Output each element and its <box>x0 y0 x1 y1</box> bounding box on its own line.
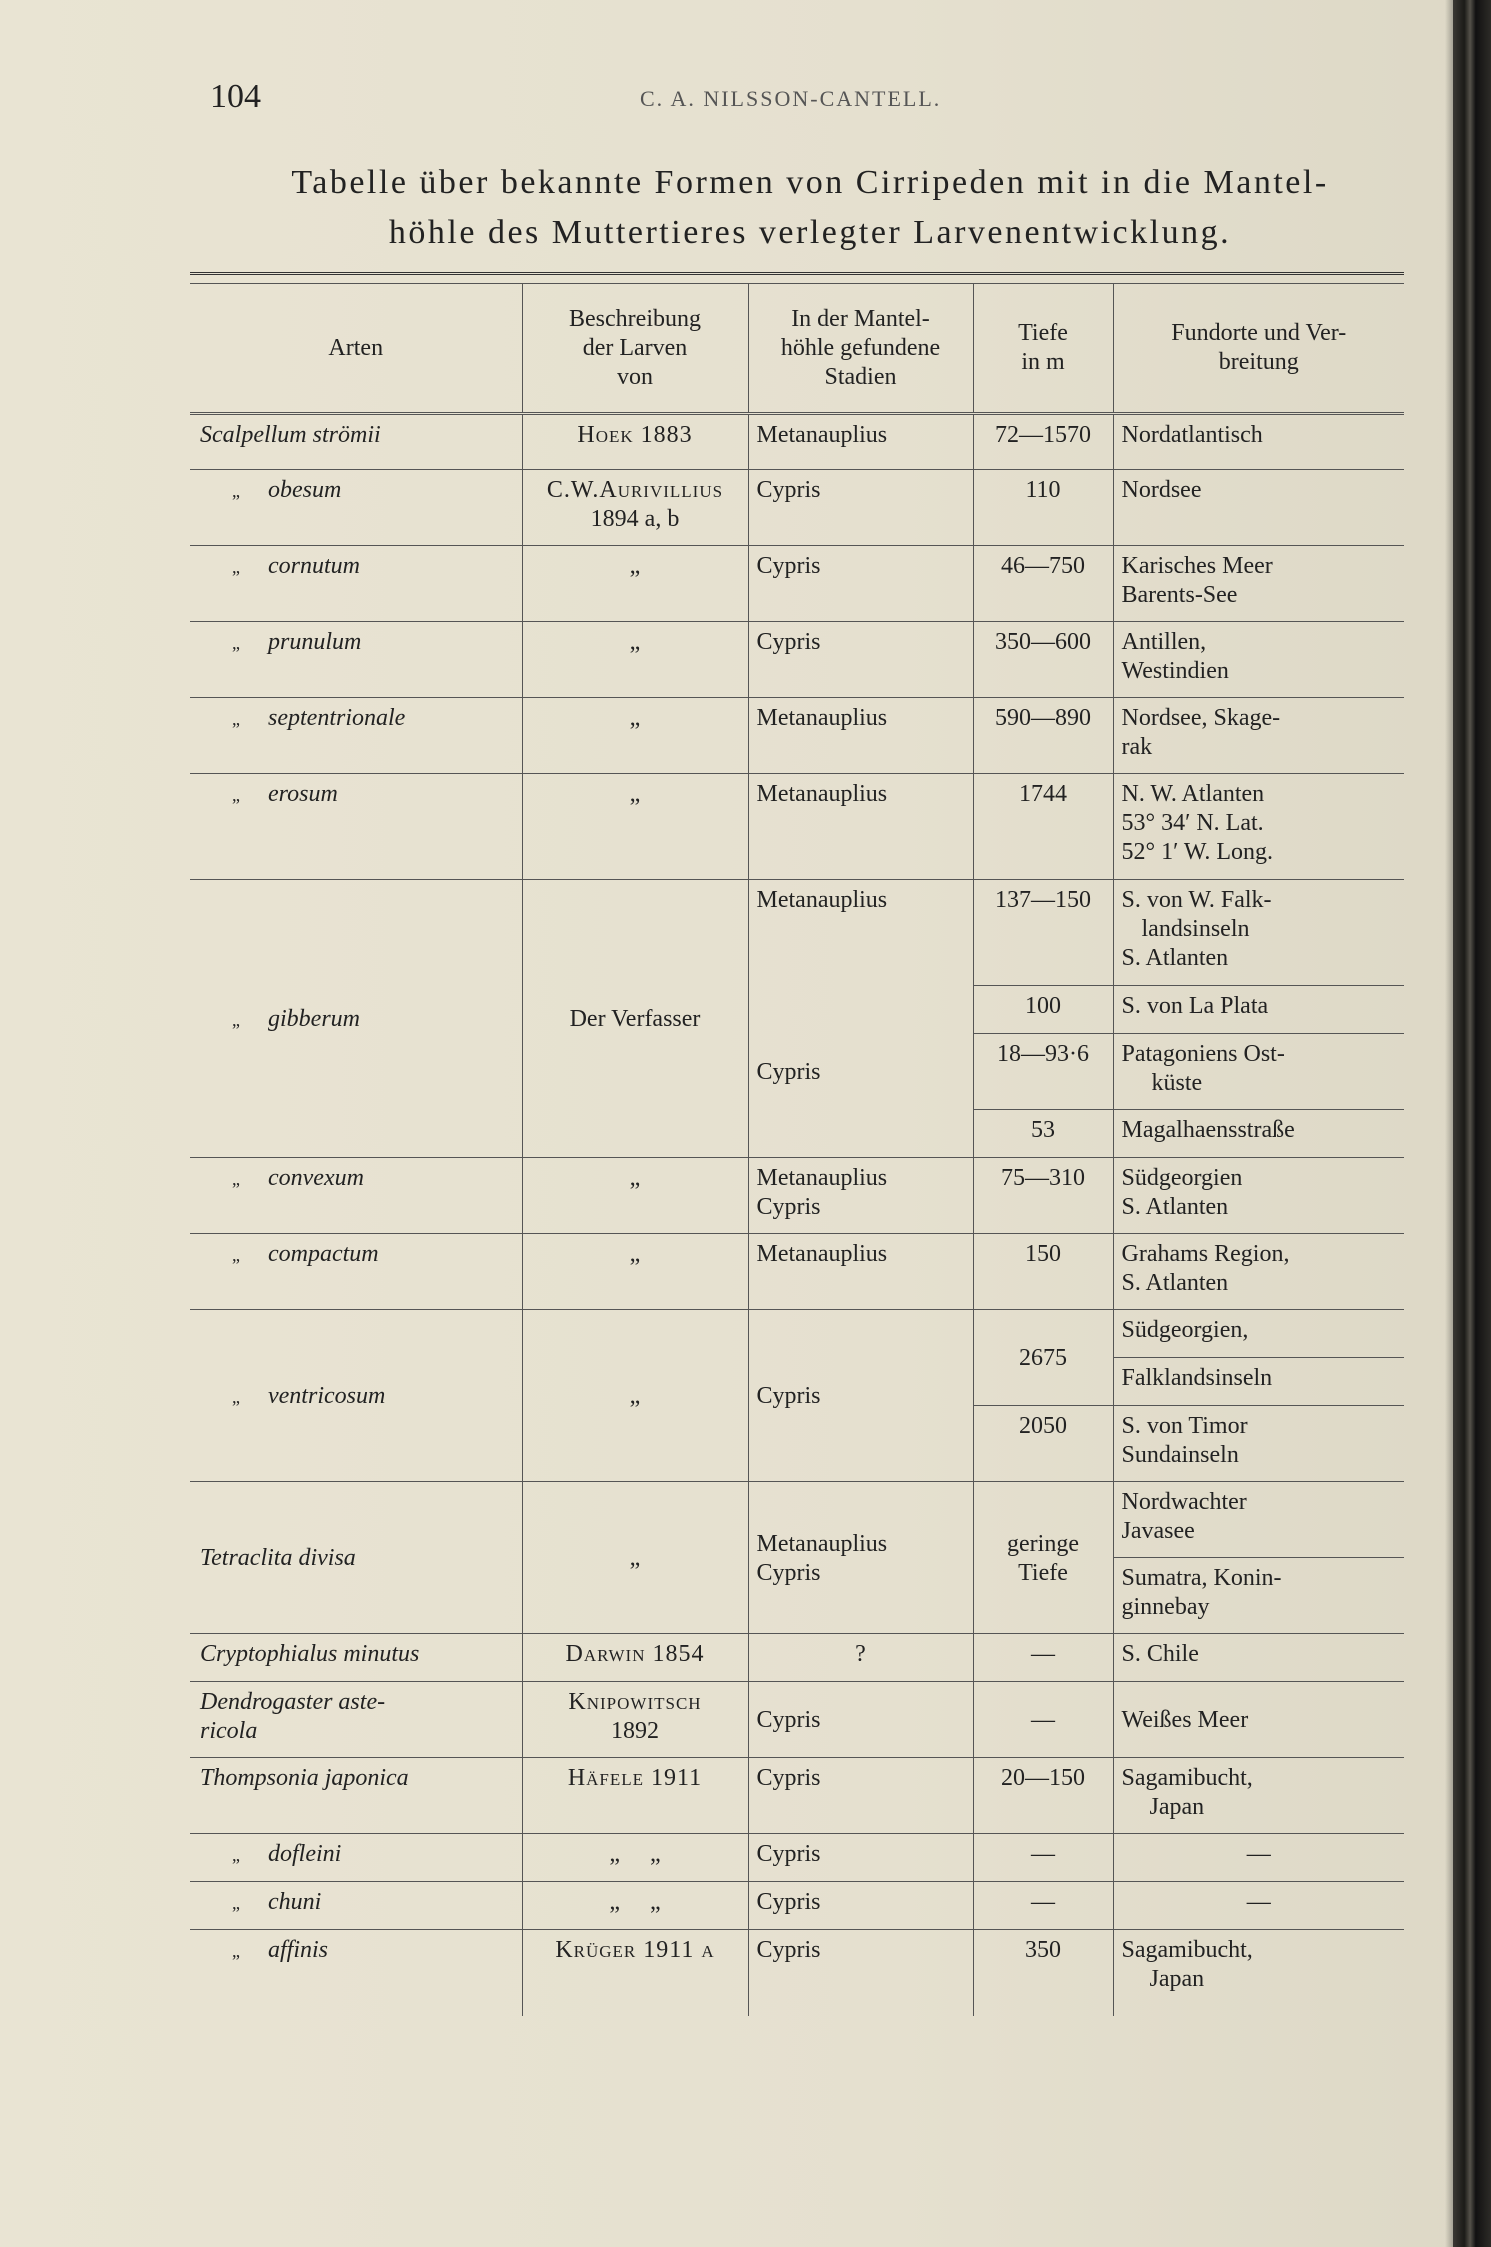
depth-cell: 2050 <box>973 1406 1113 1482</box>
stage-cell: Metanauplius <box>748 414 973 470</box>
depth-cell: — <box>973 1882 1113 1930</box>
locality-cell: Falklandsinseln <box>1113 1358 1404 1406</box>
table-row <box>190 1634 1404 1682</box>
stage-cell: Metanauplius <box>748 1234 973 1310</box>
locality-cell: — <box>1113 1882 1404 1930</box>
depth-cell: 2675 <box>973 1310 1113 1406</box>
stage-cell: ? <box>748 1634 973 1682</box>
depth-cell: 18—93·6 <box>973 1034 1113 1110</box>
ditto-mark: „ <box>232 481 240 501</box>
author-cell: Knipowitsch 1892 <box>522 1682 748 1758</box>
stage-cell: Cypris <box>748 622 973 698</box>
locality-cell: — <box>1113 1834 1404 1882</box>
stage-cell: Cypris <box>748 546 973 622</box>
locality-cell: Nordsee <box>1113 470 1404 546</box>
table-row <box>190 1310 1404 1358</box>
locality-cell: S. von Timor Sundainseln <box>1113 1406 1404 1482</box>
species-cell: „ erosum <box>190 774 522 880</box>
ditto-mark: „ <box>232 1893 240 1913</box>
table-row <box>190 1682 1404 1758</box>
header-depth: Tiefe in m <box>973 284 1113 414</box>
author-cell: „ <box>522 1234 748 1310</box>
table-row <box>190 1234 1404 1310</box>
table-row <box>190 1158 1404 1234</box>
locality-cell: S. von La Plata <box>1113 986 1404 1034</box>
species-cell: Dendrogaster aste- ricola <box>190 1682 522 1758</box>
locality-cell: Antillen, Westindien <box>1113 622 1404 698</box>
stage-cell: Metanauplius <box>748 698 973 774</box>
author-cell: „ „ <box>522 1834 748 1882</box>
species-cell: „ septentrionale <box>190 698 522 774</box>
depth-cell: 100 <box>973 986 1113 1034</box>
depth-cell: — <box>973 1634 1113 1682</box>
header-description: Beschreibung der Larven von <box>522 284 748 414</box>
author-cell: „ „ <box>522 1882 748 1930</box>
locality-cell: S. von W. Falk- landsinseln S. Atlanten <box>1113 880 1404 986</box>
stage-cell: Metanauplius Cypris <box>748 1482 973 1634</box>
table-row <box>190 1482 1404 1558</box>
depth-cell: — <box>973 1682 1113 1758</box>
locality-cell: Nordwachter Javasee <box>1113 1482 1404 1558</box>
header-species: Arten <box>190 284 522 414</box>
depth-cell: 20—150 <box>973 1758 1113 1834</box>
author-cell: „ <box>522 1482 748 1634</box>
locality-cell: Karisches Meer Barents-See <box>1113 546 1404 622</box>
ditto-mark: „ <box>232 1845 240 1865</box>
locality-cell: Magalhaensstraße <box>1113 1110 1404 1158</box>
depth-cell: 150 <box>973 1234 1113 1310</box>
author-cell: „ <box>522 774 748 880</box>
author-cell: Krüger 1911 a <box>522 1930 748 2016</box>
ditto-mark: „ <box>232 1169 240 1189</box>
stage-cell: Cypris <box>748 1930 973 2016</box>
stage-cell: Cypris <box>748 1882 973 1930</box>
species-cell: „ ventricosum <box>190 1310 522 1482</box>
gutter-shadow <box>1445 0 1453 2247</box>
depth-cell: 350 <box>973 1930 1113 2016</box>
species-cell: „ chuni <box>190 1882 522 1930</box>
depth-cell: 46—750 <box>973 546 1113 622</box>
species-cell: „ convexum <box>190 1158 522 1234</box>
depth-cell: 110 <box>973 470 1113 546</box>
depth-cell: 1744 <box>973 774 1113 880</box>
locality-cell: Sagamibucht, Japan <box>1113 1758 1404 1834</box>
species-cell: „ affinis <box>190 1930 522 2016</box>
author-cell: „ <box>522 546 748 622</box>
stage-cell: Cypris <box>748 1682 973 1758</box>
table-row <box>190 546 1404 622</box>
depth-cell: — <box>973 1834 1113 1882</box>
species-cell: „ gibberum <box>190 880 522 1158</box>
locality-cell: Sumatra, Konin- ginnebay <box>1113 1558 1404 1634</box>
locality-cell: S. Chile <box>1113 1634 1404 1682</box>
ditto-mark: „ <box>232 785 240 805</box>
species-cell: Thompsonia japonica <box>190 1758 522 1834</box>
depth-cell: 75—310 <box>973 1158 1113 1234</box>
depth-cell: 137—150 <box>973 880 1113 986</box>
locality-cell: Südgeorgien S. Atlanten <box>1113 1158 1404 1234</box>
stage-cell: Metanauplius <box>748 880 973 986</box>
table-row <box>190 698 1404 774</box>
book-spine <box>1453 0 1491 2247</box>
ditto-mark: „ <box>232 557 240 577</box>
depth-cell: 53 <box>973 1110 1113 1158</box>
author-cell: Hoek 1883 <box>522 414 748 470</box>
table-row <box>190 1882 1404 1930</box>
running-head <box>210 78 1390 118</box>
species-cell: Tetraclita divisa <box>190 1482 522 1634</box>
species-cell: Cryptophialus minutus <box>190 1634 522 1682</box>
stage-cell: Cypris <box>748 470 973 546</box>
header-stages: In der Mantel- höhle gefundene Stadien <box>748 284 973 414</box>
author-cell: „ <box>522 622 748 698</box>
stage-cell: Cypris <box>748 986 973 1158</box>
stage-cell: Metanauplius Cypris <box>748 1158 973 1234</box>
depth-cell: 590—890 <box>973 698 1113 774</box>
ditto-mark: „ <box>232 1386 240 1407</box>
locality-cell: Grahams Region, S. Atlanten <box>1113 1234 1404 1310</box>
species-cell: Scalpellum strömii <box>190 414 522 470</box>
table-title <box>200 158 1420 258</box>
table-row <box>190 774 1404 880</box>
cirripedia-table <box>190 272 1404 2022</box>
stage-cell: Cypris <box>748 1310 973 1482</box>
author-cell: „ <box>522 1310 748 1482</box>
author-cell: „ <box>522 1158 748 1234</box>
header-locality: Fundorte und Ver- breitung <box>1113 284 1404 414</box>
locality-cell: N. W. Atlanten 53° 34′ N. Lat. 52° 1′ W. Long. <box>1113 774 1404 880</box>
table-row <box>190 470 1404 546</box>
author-cell: C.W.Aurivillius 1894 a, b <box>522 470 748 546</box>
title-line-1: Tabelle über bekannte Formen von Cirripeden mit in die Mantel- <box>291 164 1329 201</box>
stage-cell: Cypris <box>748 1834 973 1882</box>
species-cell: „ prunulum <box>190 622 522 698</box>
top-rule <box>190 274 1404 284</box>
species-cell: „ cornutum <box>190 546 522 622</box>
author-cell: „ <box>522 698 748 774</box>
depth-cell: 72—1570 <box>973 414 1113 470</box>
ditto-mark: „ <box>232 1009 240 1030</box>
species-cell: „ dofleini <box>190 1834 522 1882</box>
species-cell: „ obesum <box>190 470 522 546</box>
author-cell: Der Verfasser <box>522 880 748 1158</box>
author-cell: Darwin 1854 <box>522 1634 748 1682</box>
table-row <box>190 414 1404 470</box>
depth-cell: geringe Tiefe <box>973 1482 1113 1634</box>
locality-cell: Nordsee, Skage- rak <box>1113 698 1404 774</box>
table-row <box>190 622 1404 698</box>
locality-cell: Patagoniens Ost- küste <box>1113 1034 1404 1110</box>
depth-cell: 350—600 <box>973 622 1113 698</box>
stage-cell: Metanauplius <box>748 774 973 880</box>
running-head-author: C. A. NILSSON-CANTELL. <box>640 86 942 111</box>
ditto-mark: „ <box>232 1245 240 1265</box>
author-cell: Häfele 1911 <box>522 1758 748 1834</box>
locality-cell: Nordatlantisch <box>1113 414 1404 470</box>
table-row <box>190 880 1404 986</box>
ditto-mark: „ <box>232 633 240 653</box>
table-row <box>190 1930 1404 2016</box>
table-row <box>190 1834 1404 1882</box>
ditto-mark: „ <box>232 1941 240 1961</box>
table-row <box>190 1758 1404 1834</box>
title-line-2: höhle des Muttertieres verlegter Larvenentwicklung. <box>388 214 1232 251</box>
page-number: 104 <box>210 78 261 115</box>
species-cell: „ compactum <box>190 1234 522 1310</box>
ditto-mark: „ <box>232 709 240 729</box>
locality-cell: Sagamibucht, Japan <box>1113 1930 1404 2016</box>
locality-cell: Weißes Meer <box>1113 1682 1404 1758</box>
locality-cell: Südgeorgien, <box>1113 1310 1404 1358</box>
stage-cell: Cypris <box>748 1758 973 1834</box>
